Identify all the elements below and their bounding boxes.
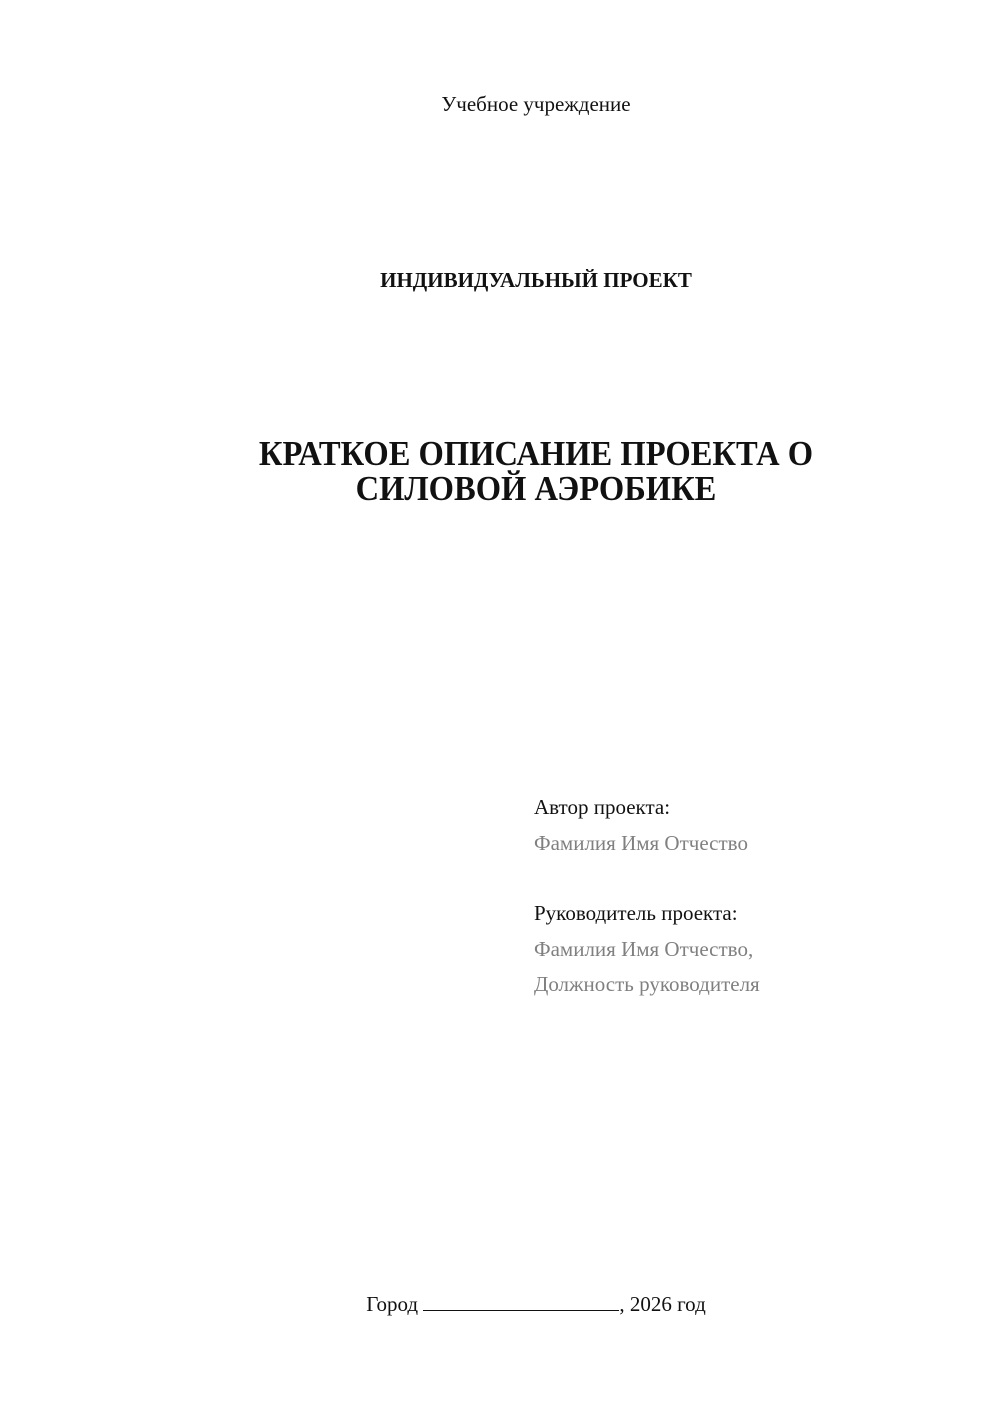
spacer: [534, 861, 760, 896]
author-label: Автор проекта:: [534, 795, 671, 819]
project-title-line-1: КРАТКОЕ ОПИСАНИЕ ПРОЕКТА О: [258, 434, 814, 473]
year-text: , 2026 год: [619, 1292, 706, 1316]
institution-name: Учебное учреждение: [441, 92, 631, 116]
supervisor-name: Фамилия Имя Отчество,: [534, 936, 754, 961]
project-title-line-2: СИЛОВОЙ АЭРОБИКЕ: [355, 469, 717, 508]
supervisor-position: Должность руководителя: [534, 972, 760, 996]
city-label: Город: [366, 1292, 419, 1316]
city-blank-line: [423, 1290, 619, 1311]
project-title: [38, 436, 1000, 506]
footer-city-year: [0, 1290, 1000, 1317]
project-info-block: [534, 790, 760, 1003]
document-type: ИНДИВИДУАЛЬНЫЙ ПРОЕКТ: [380, 268, 692, 292]
supervisor-label: Руководитель проекта:: [534, 901, 738, 925]
author-name: Фамилия Имя Отчество: [534, 830, 748, 855]
